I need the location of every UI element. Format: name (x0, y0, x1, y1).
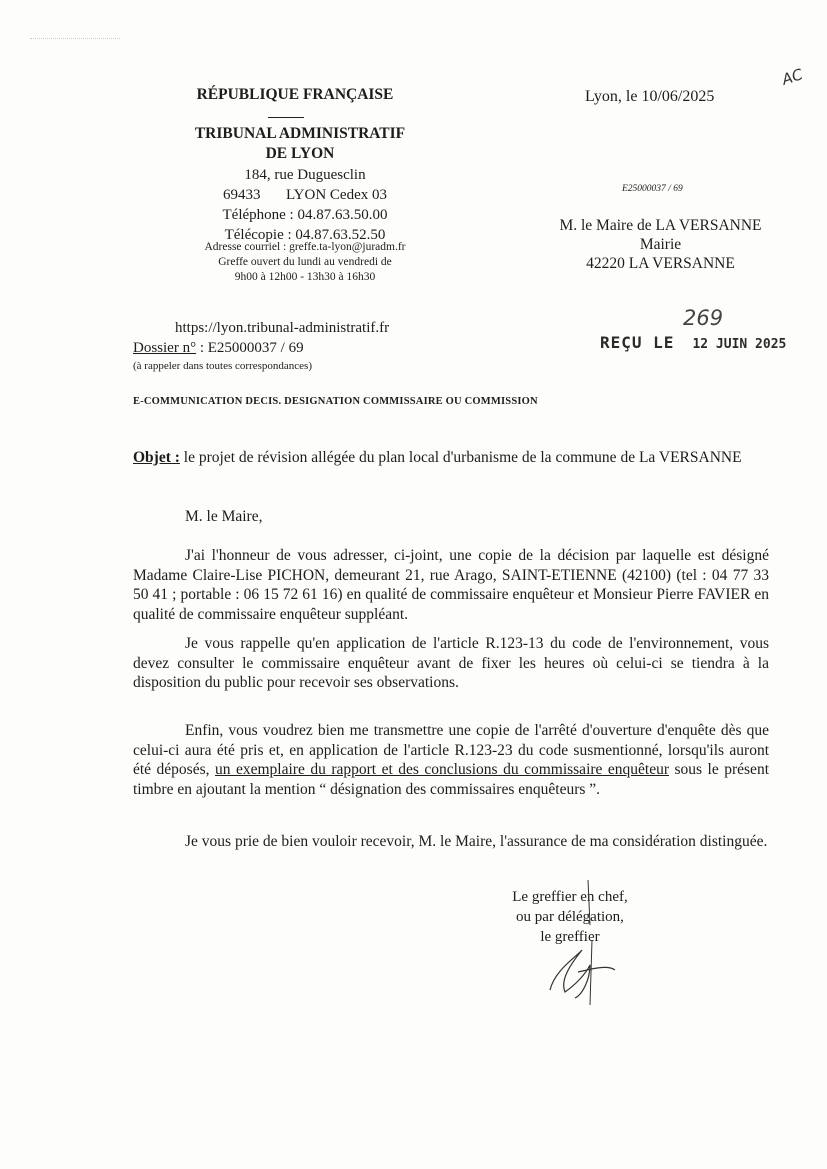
signature-line1: Le greffier en chef, (512, 889, 628, 905)
received-stamp-date: 12 JUIN 2025 (692, 337, 787, 352)
tribunal-contact-small (155, 240, 455, 285)
stamp-handwritten-number: 269 (683, 306, 724, 330)
hours-line1: Greffe ouvert du lundi au vendredi de (218, 256, 392, 268)
recipient-line2: Mairie (639, 236, 682, 253)
address-postal: 69433 (223, 187, 261, 203)
received-stamp-label: REÇU LE (600, 333, 675, 352)
tribunal-address (160, 165, 450, 245)
recipient-address (548, 216, 773, 273)
tribunal-name (155, 124, 445, 164)
address-email: Adresse courriel : greffe.ta-lyon@juradm.fr (204, 241, 406, 253)
paragraph-designation: J'ai l'honneur de vous adresser, ci-joint, une copie de la décision par laquelle est désigné Madame Claire-Lise PICHON, demeurant 21, rue Arago, SAINT-ETIENNE (42100) (tel : 04 77 33 50 41 ; portable : 06 15 72 61 16) en qualité de commissaire enquêteur et Monsieur Pierre FAVIER en qualité de commissaire enquêteur suppléant. (133, 547, 769, 623)
paragraph-transmission-underlined: un exemplaire du rapport et des conclusions du commissaire enquêteur (215, 761, 670, 778)
address-telecopie: Télécopie : 04.87.63.52.50 (224, 227, 386, 243)
dossier-label: Dossier n° (133, 340, 197, 356)
paragraph-transmission (133, 721, 769, 799)
header-divider (268, 117, 304, 118)
ecommunication-heading: E-COMMUNICATION DECIS. DESIGNATION COMMISSAIRE OU COMMISSION (133, 396, 538, 407)
tribunal-website: https://lyon.tribunal-administratif.fr (175, 320, 390, 336)
republique-heading: RÉPUBLIQUE FRANÇAISE (196, 86, 394, 103)
salutation: M. le Maire, (185, 508, 263, 525)
handwritten-initials: AC (779, 65, 806, 89)
tribunal-name-line2: DE LYON (265, 145, 335, 162)
handwritten-signature (520, 880, 660, 1010)
paragraph-transmission-part1: Enfin, vous voudrez bien me transmettre une copie de l'arrêté d'ouverture d'enquête dès que celui-ci aura été pris et, en application de l'article R.123-23 du code susmentionné, lorsqu'ils auront été déposés, (133, 722, 769, 778)
signature-line3: le greffier (540, 929, 600, 945)
paragraph-closing: Je vous prie de bien vouloir recevoir, M. le Maire, l'assurance de ma considération distinguée. (185, 833, 768, 850)
dossier-note: (à rappeler dans toutes correspondances) (133, 360, 312, 372)
recipient-line3: 42220 LA VERSANNE (586, 255, 735, 272)
address-city-line (160, 185, 450, 205)
dossier-value: : E25000037 / 69 (196, 340, 304, 356)
address-city: LYON Cedex 03 (286, 187, 387, 203)
recipient-line1: M. le Maire de LA VERSANNE (559, 217, 762, 234)
reference-number-small: E25000037 / 69 (622, 184, 683, 194)
received-stamp (600, 333, 786, 352)
objet-paragraph (133, 448, 769, 468)
scan-artifact (30, 38, 120, 45)
address-street: 184, rue Duguesclin (244, 167, 366, 183)
signature-line2: ou par délégation, (516, 909, 624, 925)
dossier-number (133, 340, 304, 357)
tribunal-name-line1: TRIBUNAL ADMINISTRATIF (194, 125, 406, 142)
objet-label: Objet : (133, 449, 180, 466)
letter-date: Lyon, le 10/06/2025 (585, 88, 715, 105)
paragraph-transmission-part2: sous le présent timbre en ajoutant la mention “ désignation des commissaires enquêteurs ”. (133, 761, 769, 798)
hours-line2: 9h00 à 12h00 - 13h30 à 16h30 (234, 271, 376, 283)
paragraph-consultation: Je vous rappelle qu'en application de l'article R.123-13 du code de l'environnement, vous devez consulter le commissaire enquêteur avant de fixer les heures où celui-ci se tiendra à la disposition du public pour recevoir ses observations. (133, 635, 769, 691)
address-telephone: Téléphone : 04.87.63.50.00 (222, 207, 388, 223)
objet-text: le projet de révision allégée du plan local d'urbanisme de la commune de La VERSANNE (179, 449, 742, 466)
